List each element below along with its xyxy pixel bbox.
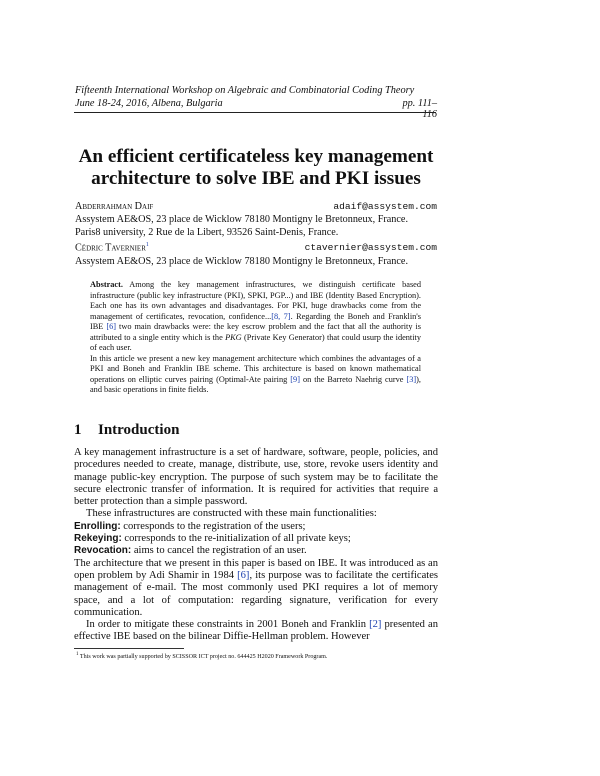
footnote-rule — [74, 648, 184, 649]
abstract-paragraph-2 — [90, 354, 421, 396]
body-text-span: , its purpose was to facilitate the certificates management of e-mail. The most commonly used PKI requires a lot of memory space, and a lot of computation: regarding signature, verification for every communication. — [74, 569, 438, 618]
citation-link[interactable]: [3] — [406, 374, 417, 384]
author-block-2 — [75, 242, 437, 253]
running-header-workshop: Fifteenth International Workshop on Algebraic and Combinatorial Coding Theory — [75, 85, 415, 96]
author-email[interactable]: adaif@assystem.com — [333, 201, 437, 212]
body-paragraph: These infrastructures are constructed with these main functionalities: — [86, 508, 377, 520]
body-text — [74, 447, 438, 644]
citation-link[interactable]: [6] — [106, 322, 117, 332]
section-title: Introduction — [98, 422, 180, 438]
header-rule — [74, 112, 436, 113]
citation-link[interactable]: [9] — [290, 374, 300, 384]
body-paragraph — [74, 558, 438, 619]
abstract-text: Among the key management infrastructures, we distinguish certificate based infrastructure (public key infrastructure (PKI), SPKI, PGP...) and IBE (Identity Based Encryption). Each one has its own advantages and disadvantages. For PKI, huge drawbacks come from the management of certificates, revocation, confidence... — [90, 280, 422, 321]
term-label: Rekeying: — [74, 533, 122, 545]
footnote-mark: 1 — [76, 652, 79, 657]
abstract-term-pkg: PKG — [225, 332, 242, 342]
author-affiliation: Assystem AE&OS, 23 place de Wicklow 78180 Montigny le Bretonneux, France. — [75, 256, 408, 267]
section-number: 1 — [74, 422, 82, 438]
term-text: corresponds to the re-initialization of all private keys; — [121, 533, 351, 545]
term-text: corresponds to the registration of the users; — [120, 520, 306, 532]
section-heading — [74, 422, 179, 439]
paper-title-line-2: architecture to solve IBE and PKI issues — [91, 168, 421, 189]
footnote-mark-link[interactable]: 1 — [145, 242, 149, 248]
body-paragraph — [74, 619, 438, 644]
citation-link[interactable]: [2] — [369, 619, 382, 631]
term-text: aims to cancel the registration of an user. — [131, 545, 307, 557]
body-text-span: presented an effective IBE based on the bilinear Diffie-Hellman problem. However — [74, 619, 438, 643]
abstract-text: (Private Key Generator) that could usurp the identity of each user. — [90, 332, 421, 353]
body-paragraph: A key management infrastructure is a set of hardware, software, people, policies, and procedures needed to create, manage, distribute, use, store, revoke users identity and manage public-key encryption. The purpose of such system may be to facilitate the secure electronic transfer of information. It is required for activities that require a better protection than a simple password. — [74, 447, 438, 508]
paper-title — [66, 146, 446, 190]
abstract-text: . Regarding the Boneh and Franklin's IBE — [90, 311, 421, 332]
footnote — [76, 652, 327, 660]
body-text-span: The architecture that we present in this paper is based on IBE. It was introduced as an open problem by Adi Shamir in 1984 — [74, 557, 438, 581]
paper-title-line-1: An efficient certificateless key management — [78, 146, 434, 167]
abstract-paragraph-1 — [90, 280, 421, 354]
author-email[interactable]: ctavernier@assystem.com — [304, 242, 437, 253]
author-affiliation: Assystem AE&OS, 23 place de Wicklow 78180 Montigny le Bretonneux, France. — [75, 214, 408, 225]
abstract-text: on the Barreto Naehrig curve — [299, 374, 407, 384]
term-label: Enrolling: — [74, 520, 121, 532]
list-item-rekeying — [74, 533, 438, 545]
list-item-enrolling — [74, 521, 438, 533]
abstract — [90, 280, 421, 396]
body-text-span: In order to mitigate these constraints in 2001 Boneh and Franklin — [86, 619, 370, 631]
list-item-revocation — [74, 545, 438, 557]
abstract-label: Abstract. — [90, 280, 123, 289]
abstract-text: In this article we present a new key management architecture which combines the advantages of a PKI and Boneh and Franklin IBE scheme. This architecture is based on known mathematical operations on elliptic curves pairing (Optimal-Ate pairing — [90, 353, 421, 384]
author-block-1 — [75, 201, 437, 212]
author-name: Abderrahman Daif — [75, 201, 154, 212]
citation-link[interactable]: [6] — [237, 569, 250, 581]
citation-link[interactable]: [8, 7] — [271, 311, 291, 321]
author-name: Cédric Tavernier — [75, 242, 146, 254]
author-affiliation: Paris8 university, 2 Rue de la Libert, 93526 Saint-Denis, France. — [75, 227, 339, 238]
abstract-text: two main drawbacks were: the key escrow problem and the fact that all the authority is attributed to a single entity which is the — [90, 322, 421, 342]
footnote-text: This work was partially supported by SCISSOR ICT project no. 644425 H2020 Framework Program. — [79, 654, 328, 661]
running-header-date-place: June 18-24, 2016, Albena, Bulgaria — [75, 98, 223, 109]
running-header-pages: pp. 111–116 — [402, 98, 437, 120]
term-label: Revocation: — [74, 545, 132, 557]
abstract-text: ), and basic operations in finite fields. — [90, 374, 422, 395]
